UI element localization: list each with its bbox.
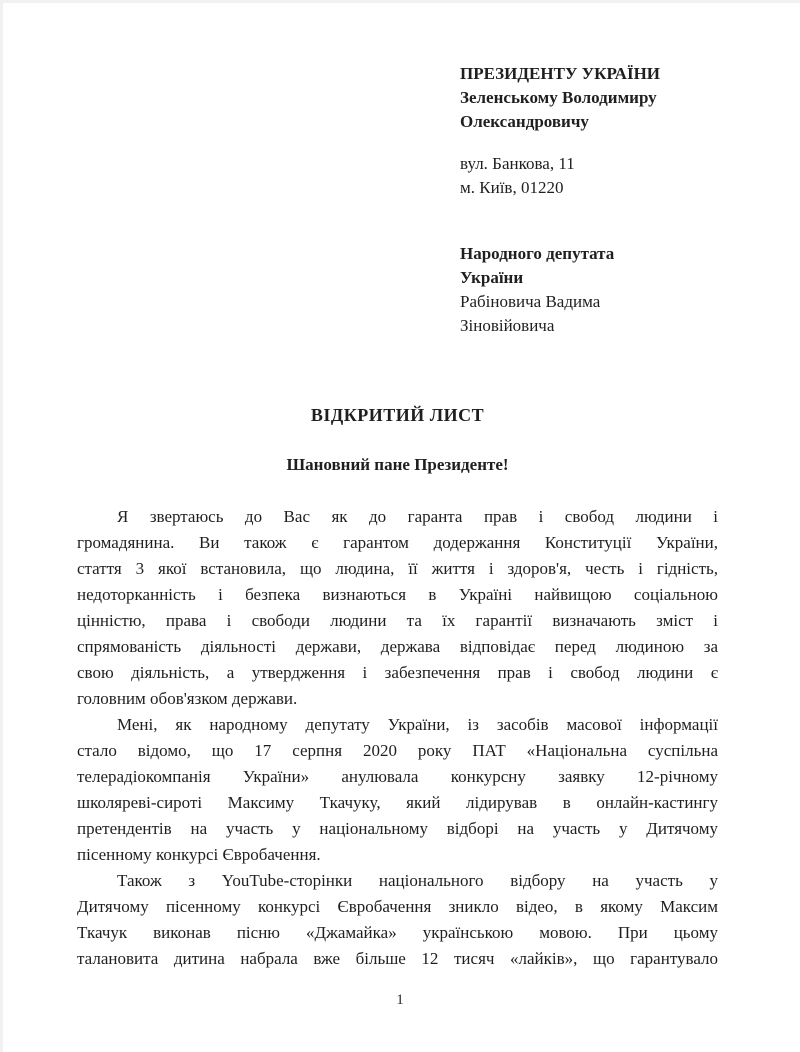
recipient-title-line-1: ПРЕЗИДЕНТУ УКРАЇНИ: [460, 64, 661, 83]
paragraph-line: Дитячому пісенному конкурсі Євробачення зникло відео, в якому Максим: [77, 897, 718, 916]
paragraph-line: стаття 3 якої встановила, що людина, її життя і здоров'я, честь і гідність,: [77, 559, 718, 578]
paragraph-line: телерадіокомпанія України» анулювала конкурсну заявку 12-річному: [77, 767, 718, 786]
paragraph-line: Ткачук виконав пісню «Джамайка» українською мовою. При цьому: [77, 923, 718, 942]
recipient-address-block: [460, 152, 718, 200]
paragraph-line: Я звертаюсь до Вас як до гаранта прав і свобод людини і: [117, 507, 718, 526]
paragraph-1: [77, 504, 718, 712]
sender-title-line-1: Народного депутата: [460, 244, 615, 263]
paragraph-line: талановита дитина набрала вже більше 12 тисяч «лайків», що гарантувало: [77, 949, 718, 968]
paragraph-line: недоторканність і безпека визнаються в Україні найвищою соціальною: [77, 585, 718, 604]
paragraph-line: громадянина. Ви також є гарантом додержання Конституції України,: [77, 533, 718, 552]
paragraph-line: Мені, як народному депутату України, із засобів масової інформації: [117, 715, 718, 734]
paragraph-line: пісенному конкурсі Євробачення.: [77, 845, 321, 864]
paragraph-line: претендентів на участь у національному відборі на участь у Дитячому: [77, 819, 718, 838]
sender-name-line-1: Рабіновича Вадима: [460, 292, 601, 311]
sender-block: [460, 242, 718, 338]
recipient-block: [460, 62, 718, 338]
paragraph-line: цінністю, права і свободи людини та їх гарантії визначають зміст і: [77, 611, 718, 630]
paragraph-line: свою діяльність, а утвердження і забезпечення прав і свобод людини є: [77, 663, 718, 682]
letter-salutation: Шановний пане Президенте!: [286, 455, 509, 474]
paragraph-line: головним обов'язком держави.: [77, 689, 298, 708]
sender-name-line-2: Зіновійовича: [460, 316, 555, 335]
recipient-title-line-2: Зеленському Володимиру: [460, 88, 657, 107]
paragraph-line: спрямованість діяльності держави, держава відповідає перед людиною за: [77, 637, 718, 656]
recipient-address-line-1: вул. Банкова, 11: [460, 154, 575, 173]
paragraph-line: стало відомо, що 17 серпня 2020 року ПАТ «Національна суспільна: [77, 741, 718, 760]
letter-content: [77, 62, 718, 972]
page-number: 1: [396, 992, 404, 1008]
paragraph-line: Також з YouTube-сторінки національного відбору на участь у: [117, 871, 718, 890]
letter-body: [77, 504, 718, 972]
recipient-title-line-3: Олександровичу: [460, 112, 589, 131]
paragraph-2: [77, 712, 718, 868]
paragraph-3: [77, 868, 718, 972]
sender-title-line-2: України: [460, 268, 524, 287]
recipient-address-line-2: м. Київ, 01220: [460, 178, 564, 197]
letter-title: ВІДКРИТИЙ ЛИСТ: [310, 405, 485, 425]
paragraph-line: школяреві-сироті Максиму Ткачуку, який лідирував в онлайн-кастингу: [77, 793, 718, 812]
